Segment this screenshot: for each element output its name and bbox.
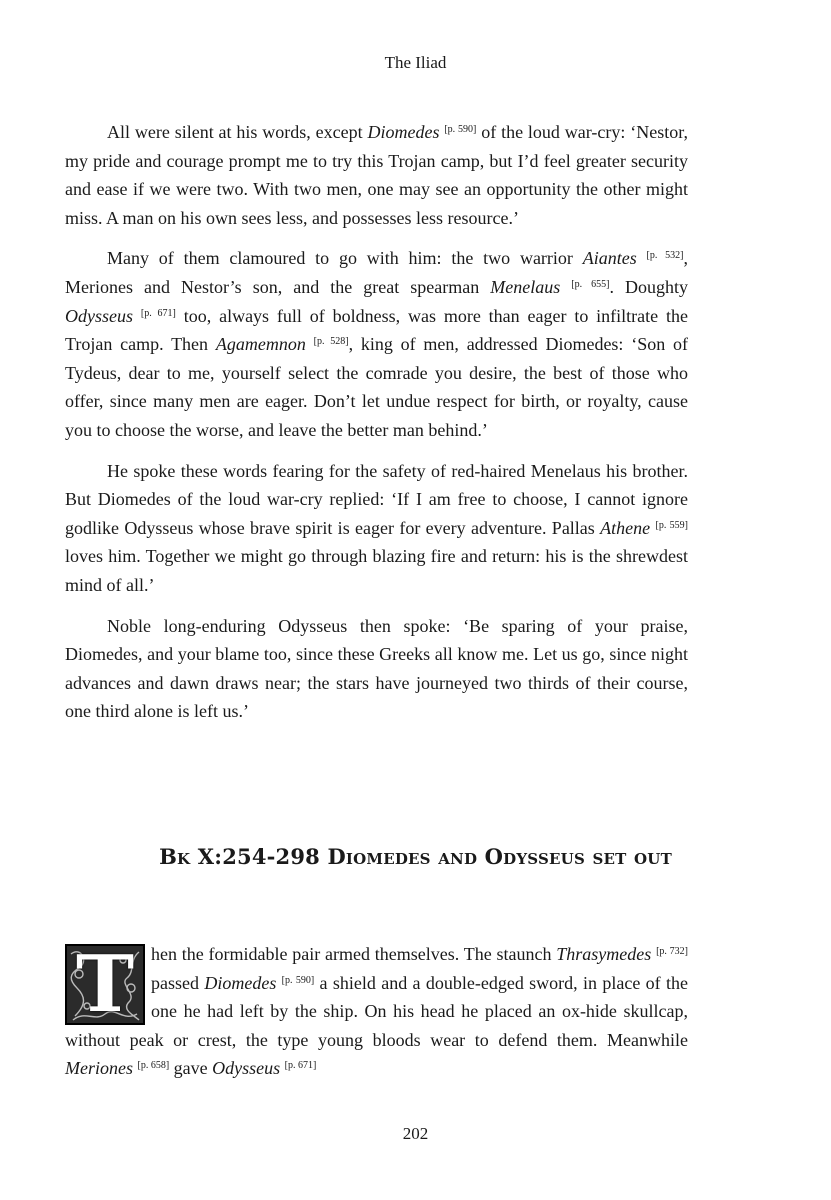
text-run: Noble long-enduring Odysseus then spoke: ‘Be sparing of your praise, Diomedes, and your blame too, since these Greeks all know me. Let us go, since night advances and dawn draws near; the stars have journeyed two thirds of their course, one third alone is left us.’ — [65, 615, 688, 722]
link-meriones[interactable]: Meriones — [65, 1058, 133, 1079]
text-run: gave — [169, 1058, 213, 1079]
link-agamemnon[interactable]: Agamemnon — [215, 334, 306, 355]
page-ref[interactable]: [p. 590] — [281, 974, 315, 986]
paragraph-1 — [65, 118, 688, 232]
text-run: Many of them clamoured to go with him: the two warrior — [107, 248, 583, 269]
dropcap-letter: T — [75, 944, 135, 1025]
page-ref[interactable]: [p. 559] — [655, 519, 689, 531]
link-athene[interactable]: Athene — [600, 517, 651, 538]
paragraph-3 — [65, 457, 688, 600]
text-run: , king of men, addressed Diomedes: ‘Son of Tydeus, dear to me, yourself select the comrade you desire, the best of those who offer, since many men are eager. Don’t let undue respect for birth, or royalty, cause you to choose the worse, and leave the better man behind.’ — [65, 334, 688, 440]
page-ref[interactable]: [p. 532] — [646, 250, 684, 262]
paragraph-5 — [65, 940, 688, 1083]
link-menelaus[interactable]: Menelaus — [490, 276, 561, 297]
text-run: , Meriones and Nestor’s son, and the great spearman — [65, 248, 688, 297]
page-ref[interactable]: [p. 671] — [284, 1060, 317, 1072]
text-run: He spoke these words fearing for the safety of red-haired Menelaus his brother. But Diomedes of the loud war-cry replied: ‘If I am free to choose, I cannot ignore godlike Odysseus whose brave spirit is eager for every adventure. Pallas — [65, 460, 688, 538]
section-heading: Bk X:254-298 Diomedes and Odysseus set out — [159, 844, 672, 869]
text-run: a shield and a double-edged sword, in place of the one he had left by the ship. On his head he placed an ox-hide skullcap, without peak or crest, the type young bloods wear to defend them. Meanwhile — [65, 972, 688, 1050]
link-diomedes[interactable]: Diomedes — [367, 122, 440, 142]
page-ref[interactable]: [p. 732] — [656, 946, 689, 957]
text-run: loves him. Together we might go through blazing fire and return: his is the shrewdest mind of all.’ — [65, 546, 688, 595]
page-ref[interactable]: [p. 658] — [137, 1060, 170, 1072]
dropcap-ornament — [65, 944, 145, 1025]
page-ref[interactable]: [p. 528] — [313, 336, 349, 348]
body-text — [65, 118, 688, 738]
link-aiantes[interactable]: Aiantes — [582, 248, 637, 269]
link-thrasymedes[interactable]: Thrasymedes — [556, 944, 652, 964]
link-odysseus[interactable]: Odysseus — [65, 305, 133, 326]
running-head: The Iliad — [384, 53, 447, 72]
page-number: 202 — [402, 1124, 429, 1143]
text-run: . Doughty — [609, 276, 688, 297]
text-run: passed — [151, 972, 205, 993]
text-run: All were silent at his words, except — [107, 122, 368, 142]
text-run: too, always full of boldness, was more than eager to infiltrate the Trojan camp. Then — [65, 305, 688, 355]
link-odysseus[interactable]: Odysseus — [212, 1058, 281, 1079]
paragraph-2 — [65, 244, 688, 444]
page-ref[interactable]: [p. 590] — [444, 124, 477, 135]
text-run: of the loud war-cry: ‘Nestor, my pride and courage prompt me to try this Trojan camp, but I’d feel greater security and ease if we were two. With two men, one may see an opportunity the other might miss. A man on his own sees less, and possesses less resource.’ — [65, 122, 689, 228]
page-ref[interactable]: [p. 671] — [140, 307, 176, 319]
link-diomedes[interactable]: Diomedes — [204, 972, 277, 993]
text-run: hen the formidable pair armed themselves. The staunch — [151, 944, 557, 964]
page-ref[interactable]: [p. 655] — [571, 278, 610, 290]
paragraph-4 — [65, 612, 688, 726]
